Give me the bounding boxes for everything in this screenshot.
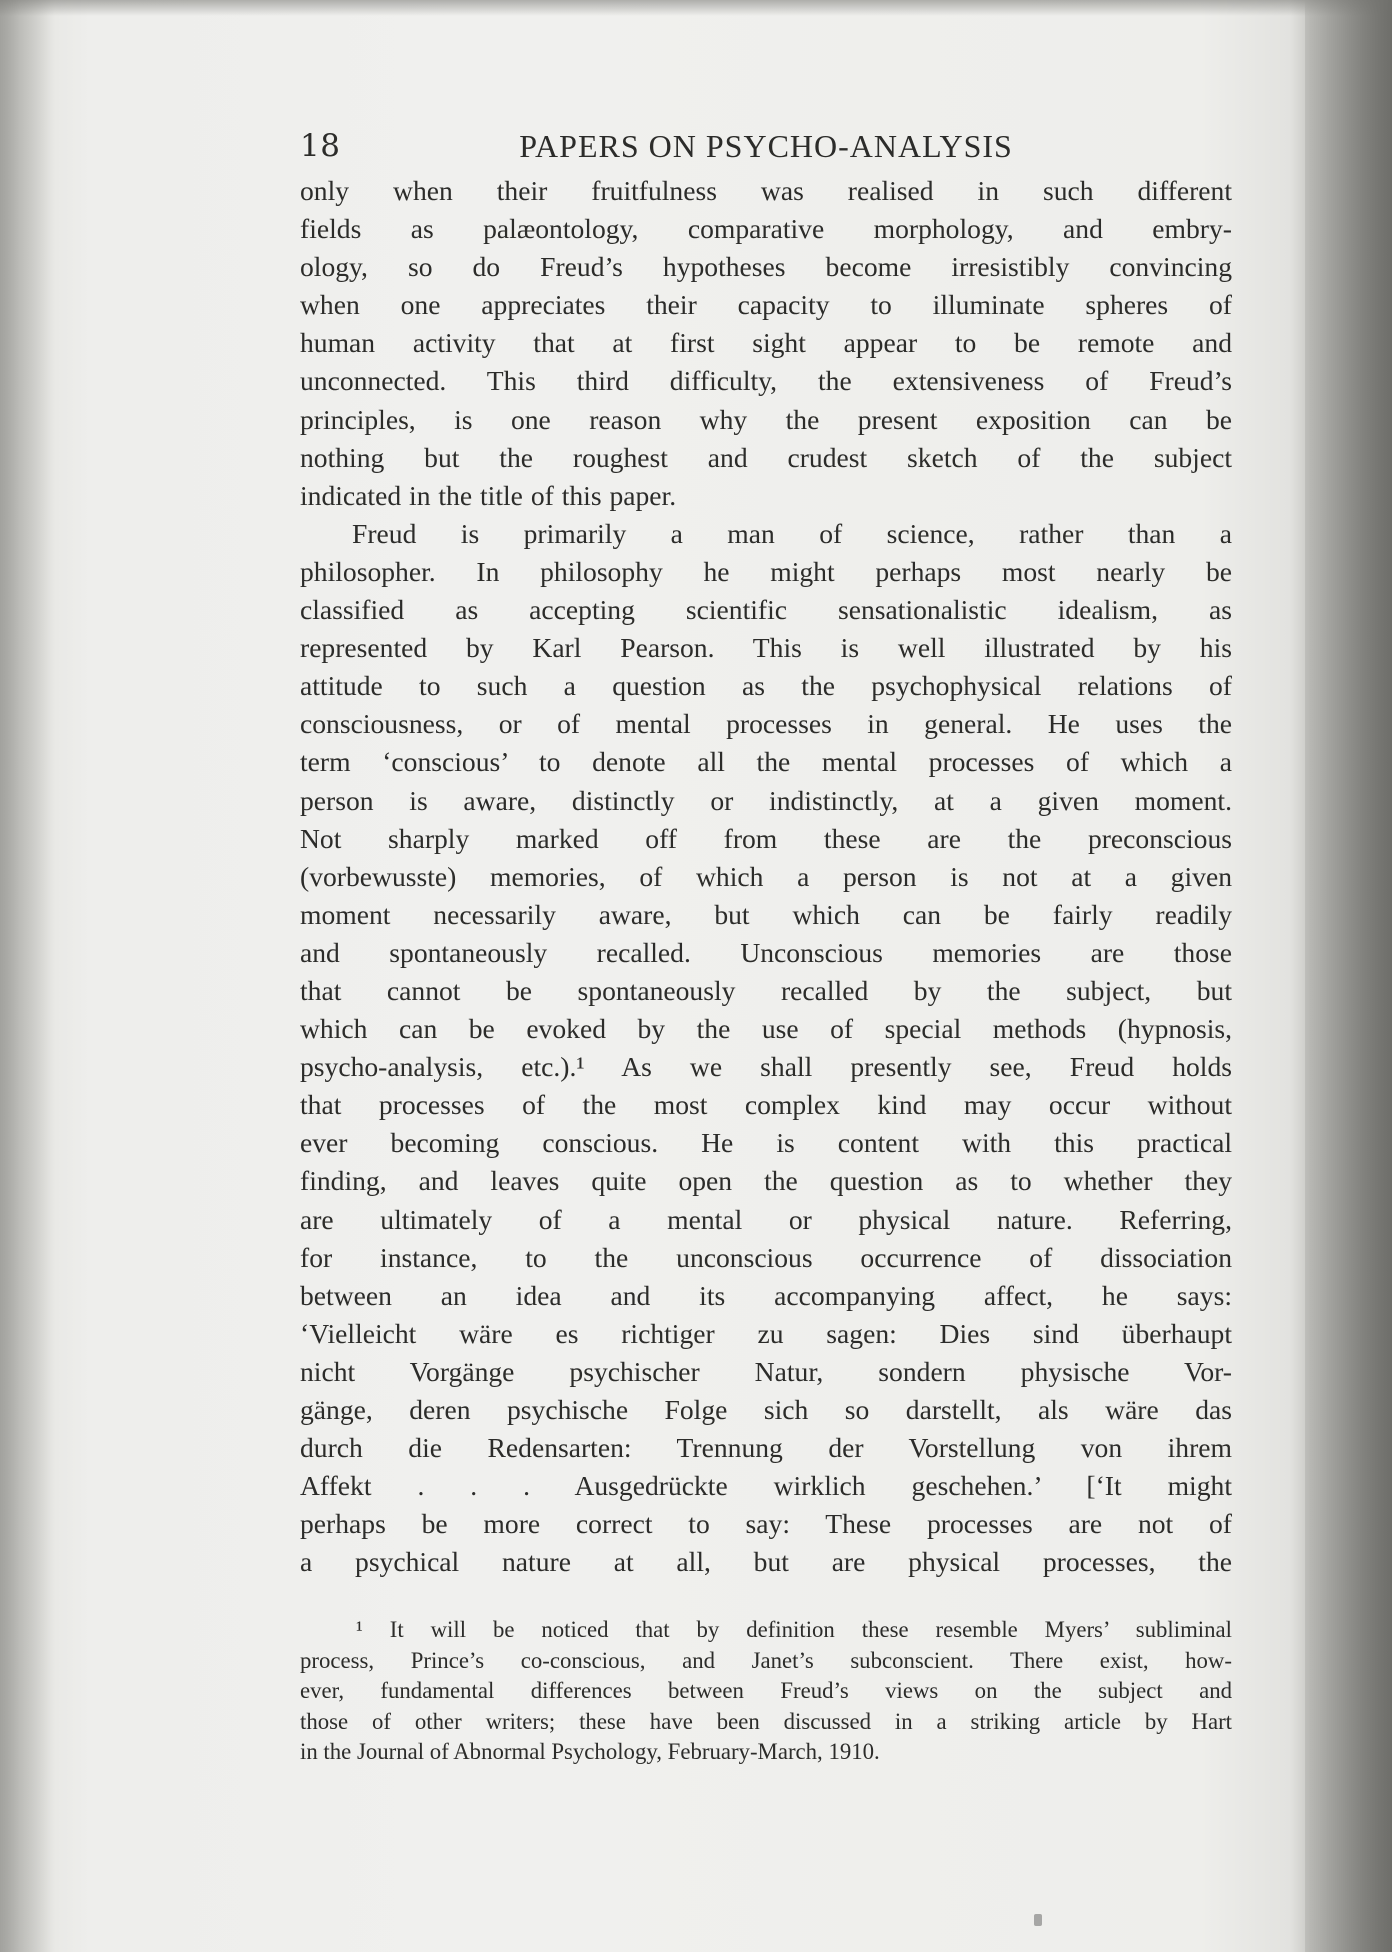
body-line: term ‘conscious’ to denote all the mental processes of which a [300,746,1232,778]
body-line: consciousness, or of mental processes in general. He uses the [300,708,1232,740]
footnote-line: ¹ It will be noticed that by definition these resemble Myers’ subliminal [356,1617,1232,1643]
top-page-edge [0,0,1392,16]
body-line: Affekt . . . Ausgedrückte wirklich geschehen.’ [‘It might [300,1470,1232,1502]
body-line: human activity that at first sight appear to be remote and [300,327,1232,359]
page-number: 18 [300,128,341,164]
body-line: and spontaneously recalled. Unconscious memories are those [300,936,1232,968]
body-line: nicht Vorgänge psychischer Natur, sondern physische Vor- [300,1355,1232,1387]
body-line: for instance, to the unconscious occurrence of dissociation [300,1241,1232,1273]
running-title: PAPERS ON PSYCHO-ANALYSIS [519,128,1013,164]
body-line: which can be evoked by the use of special methods (hypnosis, [300,1013,1232,1045]
body-line: Freud is primarily a man of science, rather than a [352,517,1232,549]
running-head [300,128,1232,172]
body-line: Not sharply marked off from these are the preconscious [300,822,1232,854]
body-line: attitude to such a question as the psychophysical relations of [300,670,1232,702]
footnote [300,1615,1232,1768]
body-line: only when their fruitfulness was realised in such different [300,175,1232,206]
body-line: that cannot be spontaneously recalled by the subject, but [300,974,1232,1006]
footnote-line: ever, fundamental differences between Freud’s views on the subject and [300,1678,1232,1704]
scan-speck [1034,1914,1042,1926]
body-line: gänge, deren psychische Folge sich so darstellt, als wäre das [300,1394,1232,1425]
body-line: that processes of the most complex kind may occur without [300,1089,1232,1121]
body-line: between an idea and its accompanying affect, he says: [300,1279,1232,1311]
body-line: indicated in the title of this paper. [300,479,677,511]
body-line: a psychical nature at all, but are physical processes, the [300,1546,1232,1578]
body-line: perhaps be more correct to say: These processes are not of [300,1508,1232,1540]
body-line: durch die Redensarten: Trennung der Vorstellung von ihrem [300,1432,1232,1464]
body-line: ‘Vielleicht wäre es richtiger zu sagen: Dies sind überhaupt [300,1317,1232,1349]
body-line: nothing but the roughest and crudest sketch of the subject [300,441,1232,473]
body-line: ever becoming conscious. He is content with this practical [300,1127,1232,1159]
body-line: fields as palæontology, comparative morphology, and embry- [300,213,1232,245]
footnote-line: in the Journal of Abnormal Psychology, February-March, 1910. [300,1739,880,1765]
body-line: classified as accepting scientific sensationalistic idealism, as [300,594,1232,626]
body-line: finding, and leaves quite open the question as to whether they [300,1165,1232,1197]
book-gutter-shadow [0,0,55,1952]
body-line: principles, is one reason why the present exposition can be [300,403,1232,435]
body-line: moment necessarily aware, but which can be fairly readily [300,898,1232,930]
body-text [300,172,1232,1581]
footnote-line: those of other writers; these have been discussed in a striking article by Hart [300,1708,1232,1734]
body-line: when one appreciates their capacity to illuminate spheres of [300,289,1232,321]
body-line: represented by Karl Pearson. This is well illustrated by his [300,632,1232,664]
body-line: ology, so do Freud’s hypotheses become irresistibly convincing [300,251,1232,283]
page-text-block [300,128,1232,1768]
body-line: psycho-analysis, etc.).¹ As we shall presently see, Freud holds [300,1051,1232,1083]
body-line: (vorbewusste) memories, of which a person is not at a given [300,860,1232,892]
body-line: person is aware, distinctly or indistinctly, at a given moment. [300,784,1232,816]
body-line: philosopher. In philosophy he might perhaps most nearly be [300,555,1232,587]
page-edge-shadow [1305,0,1392,1952]
footnote-line: process, Prince’s co-conscious, and Janet’s subconscient. There exist, how- [300,1647,1232,1673]
body-line: are ultimately of a mental or physical nature. Referring, [300,1203,1232,1235]
body-line: unconnected. This third difficulty, the extensiveness of Freud’s [300,365,1232,397]
